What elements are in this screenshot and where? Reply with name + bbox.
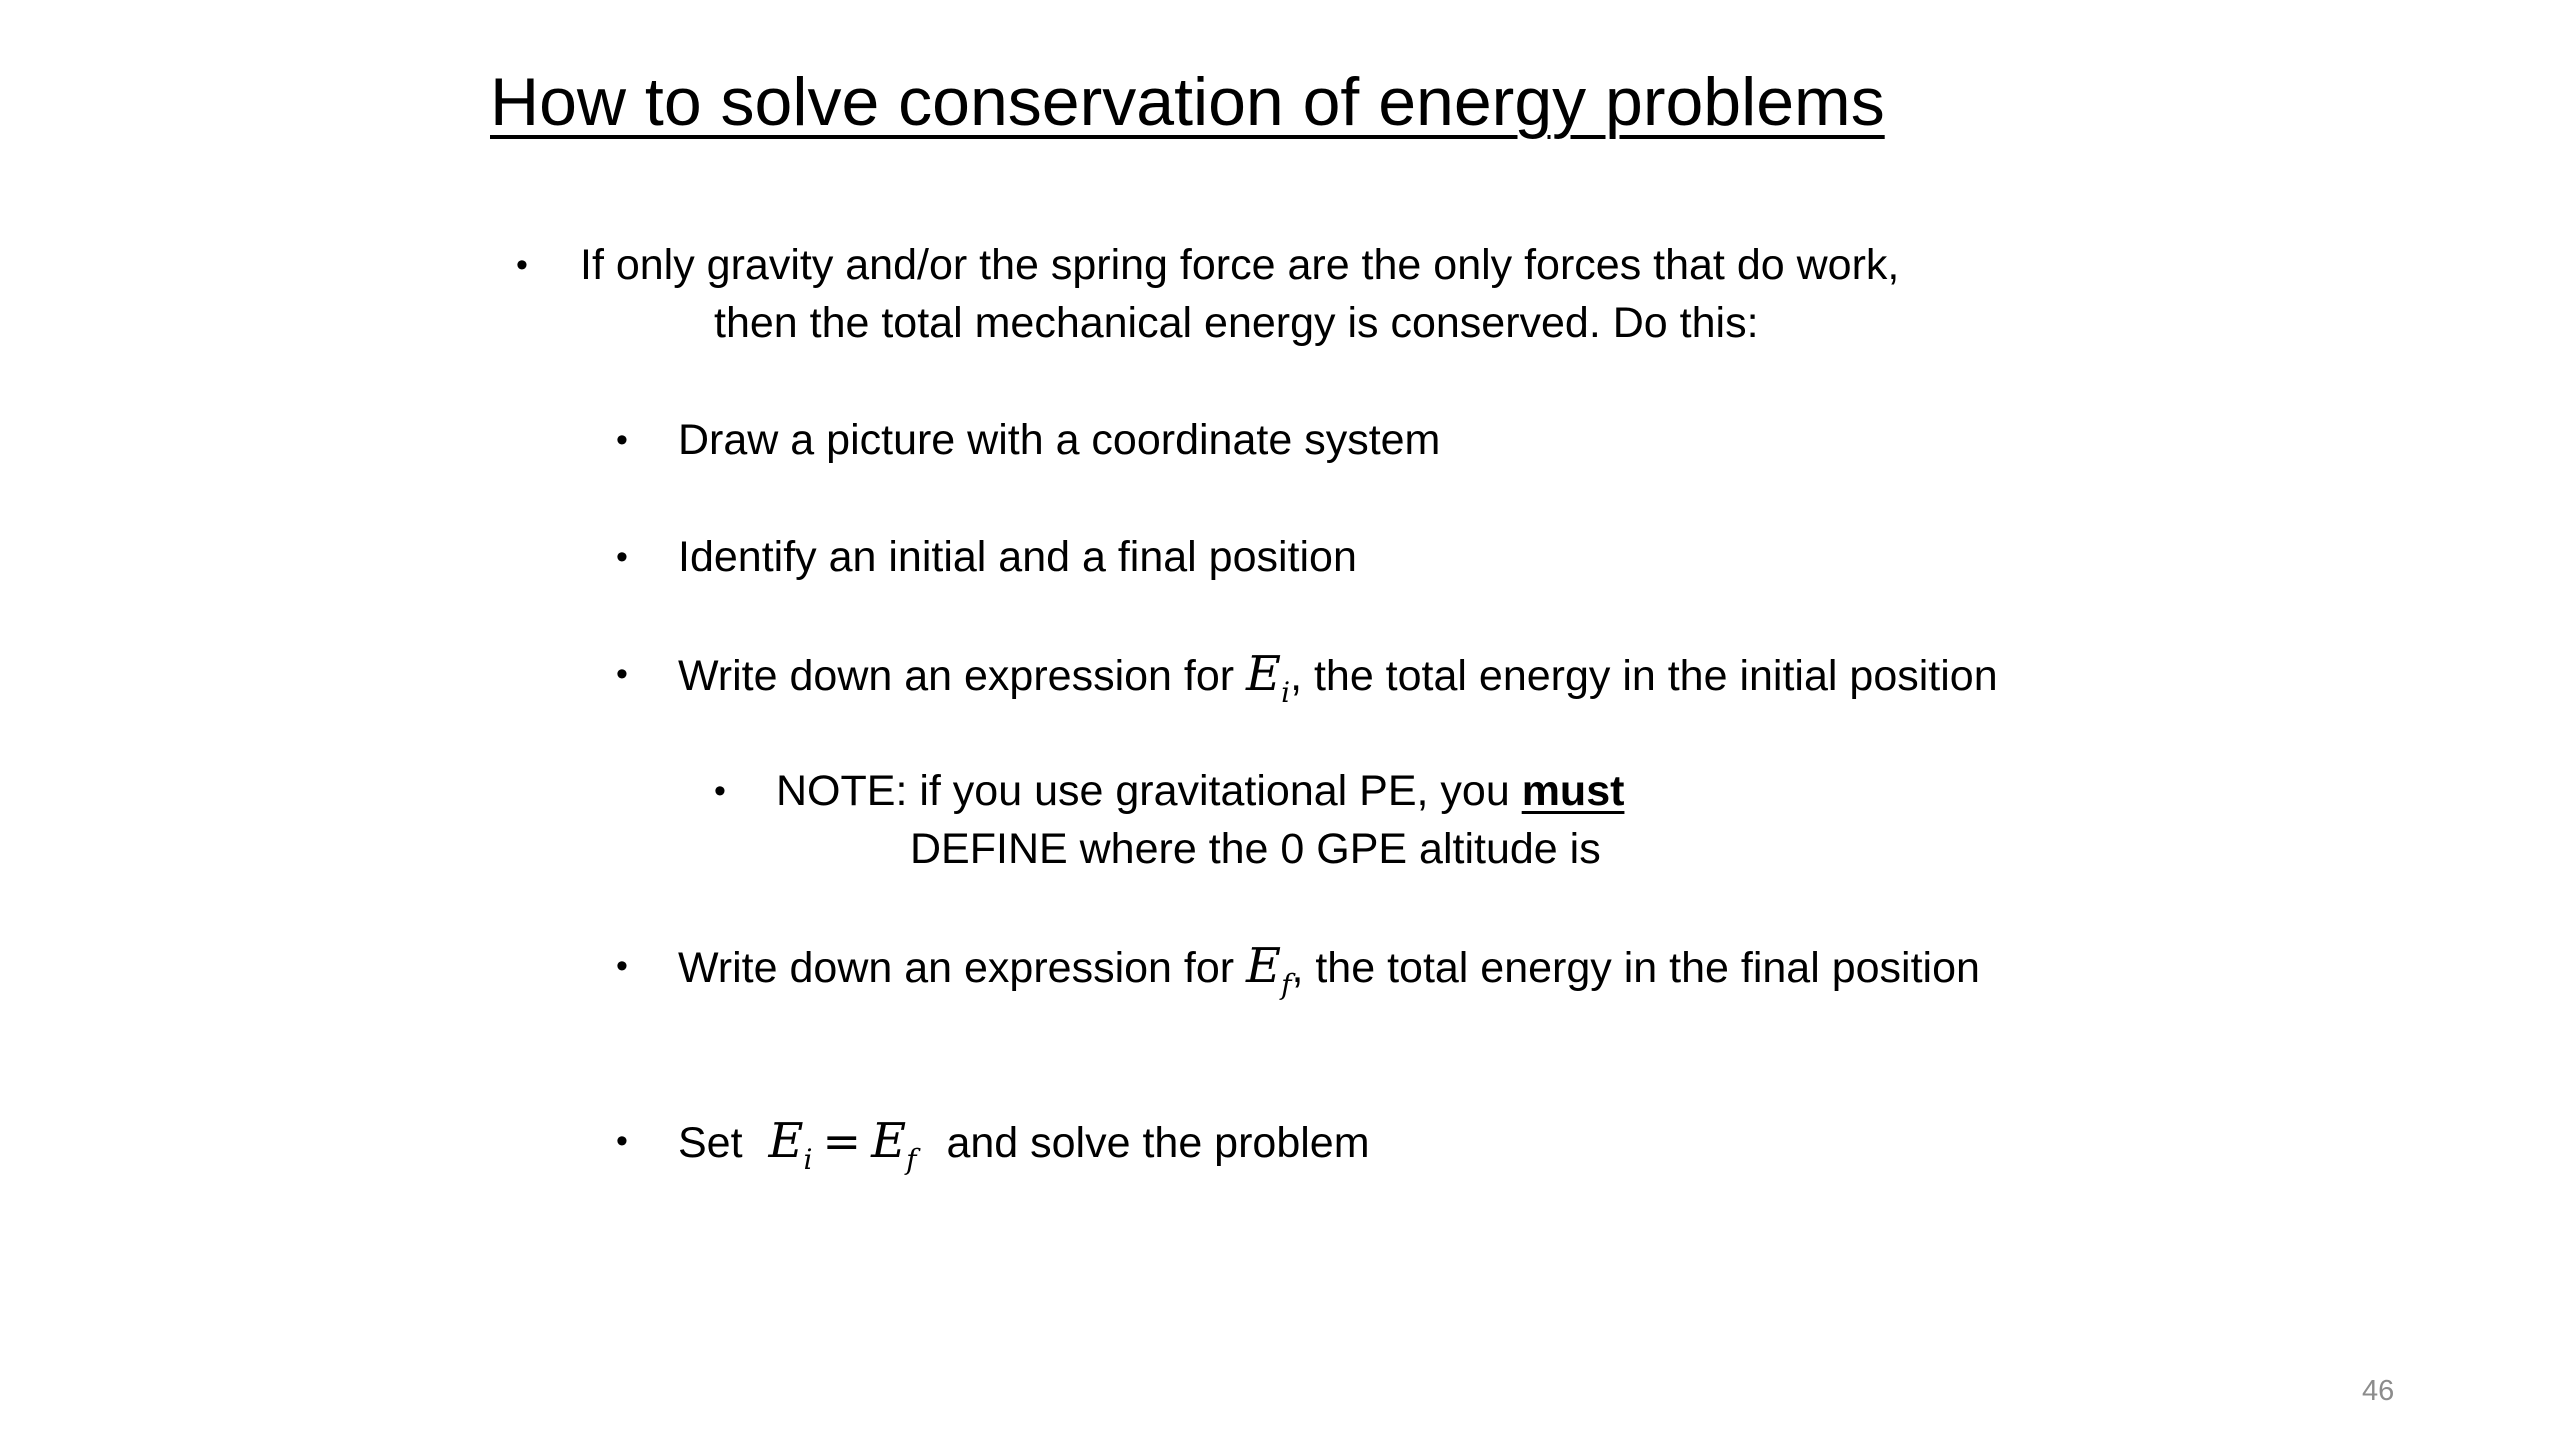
set-suffix: and solve the problem	[946, 1119, 1370, 1167]
initial-energy-suffix: , the total energy in the initial position	[1290, 652, 1998, 700]
note-line-2: DEFINE where the 0 GPE altitude is	[910, 825, 1601, 873]
main-bullet-line-1: If only gravity and/or the spring force are the only forces that do work,	[580, 241, 1900, 289]
initial-energy-symbol: E	[1246, 646, 1282, 702]
final-energy-subscript: f	[1281, 968, 1292, 1001]
note-prefix: NOTE: if you use gravitational PE, you	[776, 767, 1510, 815]
bullet-icon: •	[516, 246, 528, 284]
step-draw-picture: Draw a picture with a coordinate system	[678, 416, 1441, 464]
set-left-symbol: E	[768, 1113, 804, 1169]
set-prefix: Set	[678, 1119, 743, 1167]
initial-energy-prefix: Write down an expression for	[678, 652, 1235, 700]
bullet-icon: •	[616, 538, 628, 576]
bullet-icon: •	[616, 655, 628, 693]
step-final-energy	[678, 937, 1980, 1014]
set-right-symbol: E	[871, 1113, 907, 1169]
bullet-icon: •	[616, 1122, 628, 1160]
bullet-icon: •	[616, 421, 628, 459]
bullet-icon: •	[616, 947, 628, 985]
set-right-subscript: f	[906, 1143, 917, 1176]
note-emphasis: must	[1521, 767, 1625, 815]
equals-symbol: =	[822, 1114, 862, 1168]
page-number: 46	[2362, 1375, 2395, 1407]
slide-title: How to solve conservation of energy problems	[490, 64, 1885, 140]
step-initial-energy	[678, 645, 1998, 722]
note-line-1	[776, 762, 1624, 820]
final-energy-prefix: Write down an expression for	[678, 944, 1235, 992]
main-bullet-line-2: then the total mechanical energy is conserved. Do this:	[714, 299, 1759, 347]
bullet-icon: •	[714, 772, 726, 810]
step-set-equal	[678, 1112, 1370, 1189]
initial-energy-subscript: i	[1281, 676, 1291, 709]
set-left-subscript: i	[803, 1143, 813, 1176]
final-energy-suffix: , the total energy in the final position	[1291, 944, 1980, 992]
final-energy-symbol: E	[1246, 938, 1282, 994]
step-identify-positions: Identify an initial and a final position	[678, 533, 1357, 581]
